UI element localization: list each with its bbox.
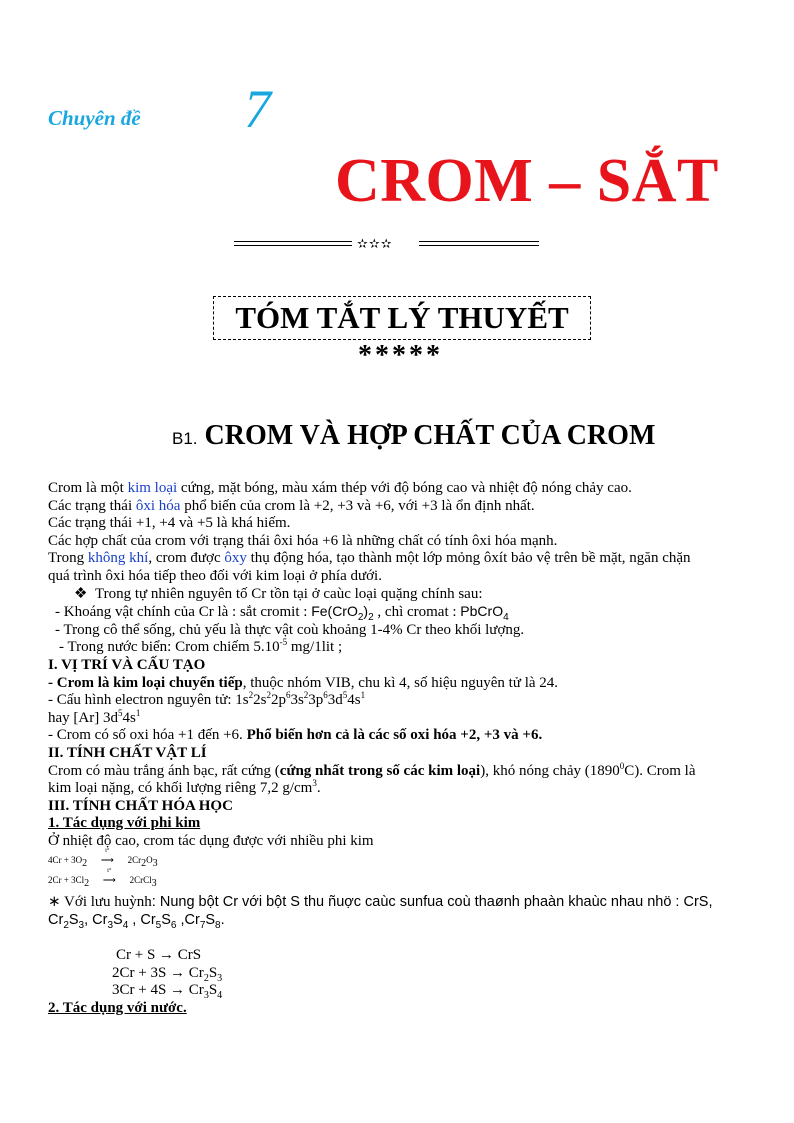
intro-bullet-line: ❖ Trong tự nhiên nguyên tố Cr tồn tại ở caùc loại quặng chính sau: <box>74 585 483 602</box>
s3-line: Ở nhiệt độ cao, crom tác dụng được với nhiều phi kim <box>48 832 374 849</box>
s3-line: ∗ Với lưu huỳnh: Nung bột Cr với bột S thu ñuợc caùc sunfua coù thaønh phaàn khaùc nhau nhö : CrS, <box>48 894 713 911</box>
s1-line: - Crom là kim loại chuyển tiếp, thuộc nhóm VIB, chu kì 4, số hiệu nguyên tử là 24. <box>48 674 559 691</box>
s2-line: Crom có màu trắng ánh bạc, rất cứng (cứng nhất trong số các kim loại), khó nóng chảy (1890$^0$C). Crom là <box>48 760 696 779</box>
reaction-line: $3Cr + 4S \to Cr_3S_4$ <box>112 982 223 1002</box>
section-heading <box>172 420 655 452</box>
heading-tinh-chat-vat-li: II. TÍNH CHẤT VẬT LÍ <box>48 744 207 761</box>
document-body <box>48 480 748 1018</box>
sulfide-list: $Cr_2S_3$, $Cr_3S_4$ , $Cr_5S_6$ $,Cr_7S_8$. <box>48 912 225 931</box>
asterisk-bullet-icon: ∗ <box>48 894 61 911</box>
subheading-phi-kim: 1. Tác dụng với phi kim <box>48 815 201 832</box>
subheading-nuoc: 2. Tác dụng với nước. <box>48 1000 187 1017</box>
link-oxy[interactable]: ôxy <box>224 550 247 567</box>
s1-line: - Crom có số oxi hóa +1 đến +6. Phổ biến hơn cả là các số oxi hóa +2, +3 và +6. <box>48 727 543 744</box>
link-kim-loai[interactable]: kim loại <box>127 480 178 496</box>
intro-line: Trong không khí, crom được ôxy thụ động hóa, tạo thành một lớp mỏng ôxít bảo vệ trên bề mặt, ngăn chặn <box>48 550 691 567</box>
summary-title-box: TÓM TẮT LÝ THUYẾT <box>213 296 591 340</box>
heading-tinh-chat-hoa-hoc: III. TÍNH CHẤT HÓA HỌC <box>48 797 233 814</box>
reaction-line: $2Cr + 3S \to Cr_2S_3$ <box>112 964 223 984</box>
intro-line: Các hợp chất của crom với trạng thái ôxi hóa +6 là những chất có tính ôxi hóa mạnh. <box>48 532 558 549</box>
link-khong-khi[interactable]: không khí <box>87 550 149 567</box>
divider-right <box>419 241 539 246</box>
link-oxi-hoa[interactable]: ôxi hóa <box>135 497 181 514</box>
intro-line: Các trạng thái +1, +4 và +5 là khá hiếm. <box>48 515 291 532</box>
s2-line: kim loại nặng, có khối lượng riêng 7,2 $g/cm^3$. <box>48 778 321 797</box>
divider-left <box>234 241 352 246</box>
section-title: CROM VÀ HỢP CHẤT CỦA CROM <box>204 420 656 451</box>
intro-line: - Trong nước biển: Crom chiếm $5.10^{-5}$ mg/1lit ; <box>59 637 343 656</box>
stars-separator: ***** <box>358 340 443 371</box>
page-title: CROM – SẮT <box>335 147 719 215</box>
chuyen-de-label: Chuyên đề <box>48 106 141 130</box>
intro-line: Crom là một kim loại cứng, mặt bóng, màu xám thép với độ bóng cao và nhiệt độ nóng chảy cao. <box>48 480 632 496</box>
reaction-line: Cr + S → CrS <box>116 947 202 964</box>
s1-line: - Cấu hình electron nguyên tử: $1s^22s^22p^63s^23p^63d^54s^1$ <box>48 690 366 709</box>
spacer <box>48 930 748 948</box>
ornament-stars: ✫✫✫ <box>357 236 393 251</box>
intro-line: Các trạng thái ôxi hóa phổ biến của crom là +2, +3 và +6, với +3 là ổn định nhất. <box>48 497 535 514</box>
chapter-number: 7 <box>244 79 271 139</box>
heading-vi-tri: I. VỊ TRÍ VÀ CẤU TẠO <box>48 656 206 673</box>
section-prefix: B1. <box>172 429 198 448</box>
intro-line: - Trong cô thể sống, chủ yếu là thực vật coù khoảng 1-4% Cr theo khối lượng. <box>55 621 525 638</box>
equation-oxygen: $4Cr + 3O_2$ t° ⟶ $2Cr_2O_3$ <box>48 848 158 870</box>
equation-chlorine: $2Cr + 3Cl_2$ t° ⟶ 2CrCl$_3$ <box>48 868 157 890</box>
diamond-bullet-icon: ❖ <box>74 585 88 602</box>
s1-line: hay [Ar] $3d^54s^1$ <box>48 707 141 726</box>
intro-line: quá trình ôxi hóa tiếp theo đối với kim loại ở phía dưới. <box>48 567 382 584</box>
intro-line: - Khoáng vật chính của Cr là : sắt cromit : $Fe(CrO_2)_2$ , chì cromat : PbCrO$_4$ <box>55 603 509 623</box>
